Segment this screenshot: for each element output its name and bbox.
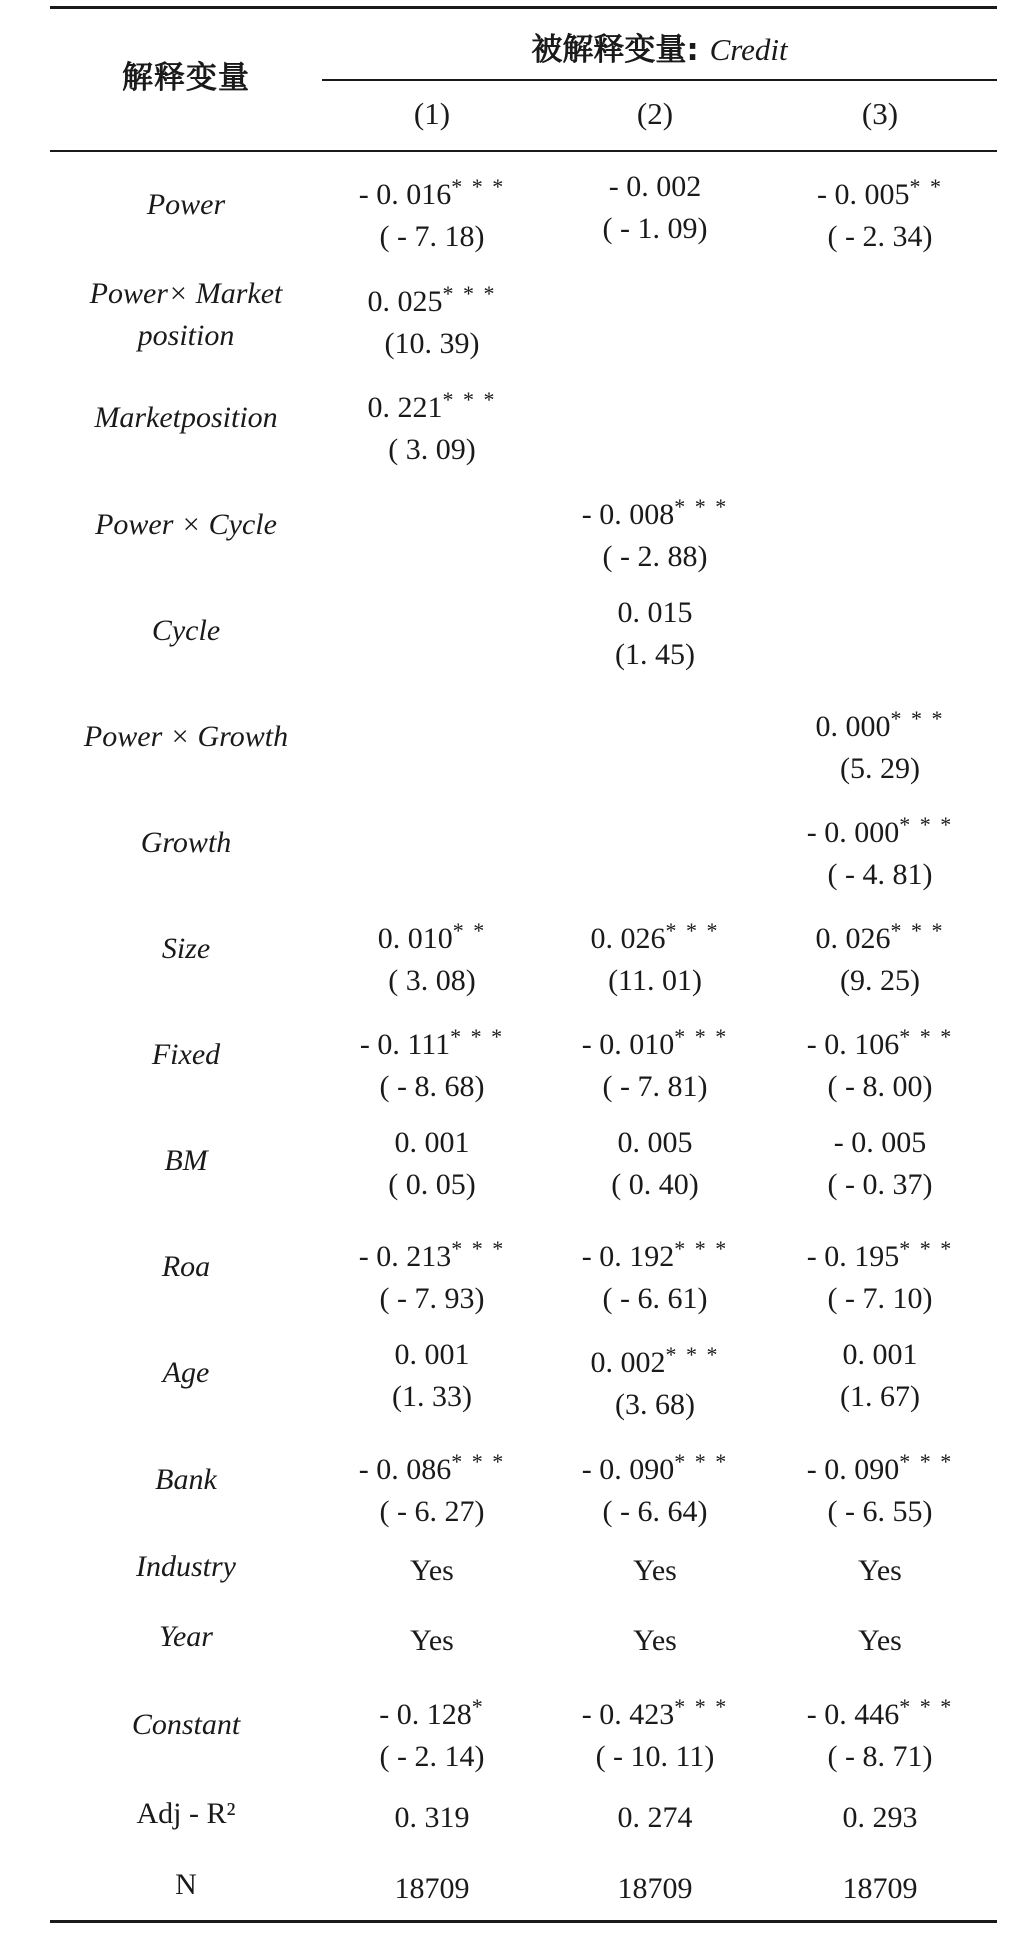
coefficient-line xyxy=(322,1441,542,1491)
coefficient: - 0. 002 xyxy=(608,170,702,203)
significance-stars: * * xyxy=(909,174,943,199)
coefficient-line xyxy=(545,910,765,960)
t-statistic: ( 0. 40) xyxy=(611,1168,699,1201)
row-label: Marketposition xyxy=(94,401,278,434)
coefficient-line xyxy=(770,910,990,960)
coefficient: - 0. 111 xyxy=(359,1028,451,1061)
coefficient: Yes xyxy=(633,1624,677,1657)
table-cell xyxy=(322,1016,542,1108)
t-statistic: (1. 45) xyxy=(615,638,695,671)
coefficient-line xyxy=(545,592,765,634)
coefficient: - 0. 008 xyxy=(581,498,675,531)
row-label: Adj - R² xyxy=(136,1797,236,1830)
table-cell xyxy=(545,1334,765,1426)
coefficient-line xyxy=(770,1122,990,1164)
coefficient-line xyxy=(545,1016,765,1066)
row-label: Growth xyxy=(140,826,232,859)
table-cell xyxy=(545,486,765,578)
coefficient-line xyxy=(770,1620,990,1662)
coefficient-line xyxy=(545,1620,765,1662)
significance-stars: * * * xyxy=(665,1342,720,1367)
coefficient: 0. 026 xyxy=(590,922,666,955)
table-cell xyxy=(545,1620,765,1662)
significance-stars: * * * xyxy=(674,1024,729,1049)
significance-stars: * xyxy=(471,1694,485,1719)
table-cell xyxy=(770,1868,990,1910)
significance-stars: * * * xyxy=(451,1236,506,1261)
coefficient-line xyxy=(545,1686,765,1736)
row-label: Industry xyxy=(136,1550,236,1583)
table-cell xyxy=(770,1550,990,1592)
table-cell xyxy=(545,592,765,676)
row-label: N xyxy=(175,1868,197,1901)
coefficient: Yes xyxy=(858,1554,902,1587)
row-label: Roa xyxy=(161,1250,211,1283)
significance-stars: * * * xyxy=(665,918,720,943)
coefficient: 0. 000 xyxy=(815,710,891,743)
coefficient-line xyxy=(545,1797,765,1839)
t-statistic: ( - 7. 18) xyxy=(379,220,485,253)
coefficient-line xyxy=(545,1228,765,1278)
row-label: Power× Market position xyxy=(89,277,283,352)
coefficient-line xyxy=(770,166,990,216)
table-bottom-rule xyxy=(50,1920,997,1923)
row-label: Power × Growth xyxy=(83,720,289,753)
coefficient: 0. 319 xyxy=(394,1801,470,1834)
coefficient: - 0. 005 xyxy=(817,178,910,211)
t-statistic: (10. 39) xyxy=(384,327,480,360)
significance-stars: * * * xyxy=(451,174,506,199)
coefficient-line xyxy=(770,1016,990,1066)
coefficient: 0. 293 xyxy=(842,1801,918,1834)
significance-stars: * * * xyxy=(674,494,729,519)
coefficient-line xyxy=(770,1797,990,1839)
significance-stars: * * * xyxy=(890,706,945,731)
table-cell xyxy=(545,1550,765,1592)
t-statistic: ( 0. 05) xyxy=(388,1168,476,1201)
significance-stars: * * * xyxy=(674,1449,729,1474)
coefficient: - 0. 000 xyxy=(806,816,900,849)
coefficient: - 0. 423 xyxy=(581,1698,675,1731)
table-cell xyxy=(770,804,990,896)
coefficient-line xyxy=(322,379,542,429)
table-cell xyxy=(770,1620,990,1662)
table-cell xyxy=(322,1686,542,1778)
table-cell xyxy=(545,1797,765,1839)
row-label: Constant xyxy=(131,1708,241,1741)
coefficient-line xyxy=(770,1441,990,1491)
table-cell xyxy=(322,166,542,258)
table-cell xyxy=(322,1620,542,1662)
dependent-name: Credit xyxy=(709,32,788,67)
t-statistic: ( - 10. 11) xyxy=(595,1740,715,1773)
column-header-3: (3) xyxy=(861,96,899,131)
coefficient-line xyxy=(322,1686,542,1736)
table-cell xyxy=(545,166,765,250)
significance-stars: * * * xyxy=(674,1694,729,1719)
coefficient: - 0. 195 xyxy=(806,1240,900,1273)
coefficient: 0. 015 xyxy=(617,596,693,629)
coefficient-line xyxy=(770,1686,990,1736)
coefficient-line xyxy=(322,1016,542,1066)
coefficient-line xyxy=(545,1441,765,1491)
coefficient-line xyxy=(322,910,542,960)
significance-stars: * * * xyxy=(899,812,954,837)
table-cell xyxy=(322,1334,542,1418)
significance-stars: * * * xyxy=(450,1024,505,1049)
significance-stars: * * * xyxy=(899,1694,954,1719)
t-statistic: (9. 25) xyxy=(840,964,920,997)
coefficient-line xyxy=(545,166,765,208)
table-cell xyxy=(545,1228,765,1320)
coefficient: - 0. 005 xyxy=(833,1126,927,1159)
coefficient: 18709 xyxy=(394,1872,470,1905)
coefficient: 0. 026 xyxy=(815,922,891,955)
coefficient: 18709 xyxy=(617,1872,693,1905)
coefficient-line xyxy=(322,1868,542,1910)
t-statistic: ( - 7. 10) xyxy=(827,1282,933,1315)
coefficient-line xyxy=(770,1334,990,1376)
coefficient: 0. 001 xyxy=(842,1338,918,1371)
header-dependent-variable xyxy=(322,24,997,69)
significance-stars: * * * xyxy=(890,918,945,943)
table-cell xyxy=(545,910,765,1002)
coefficient: - 0. 090 xyxy=(581,1453,675,1486)
coefficient: 0. 274 xyxy=(617,1801,693,1834)
coefficient-line xyxy=(770,1228,990,1278)
coefficient-line xyxy=(322,1334,542,1376)
significance-stars: * * * xyxy=(674,1236,729,1261)
coefficient: - 0. 106 xyxy=(806,1028,900,1061)
coefficient: 0. 001 xyxy=(394,1126,470,1159)
row-label: Size xyxy=(161,932,211,965)
significance-stars: * * * xyxy=(899,1236,954,1261)
t-statistic: ( - 6. 55) xyxy=(827,1495,933,1528)
table-cell xyxy=(322,1797,542,1839)
row-label: Year xyxy=(159,1620,213,1653)
coefficient: 0. 221 xyxy=(367,391,443,424)
table-cell xyxy=(770,1686,990,1778)
coefficient: 0. 002 xyxy=(590,1346,666,1379)
coefficient-line xyxy=(545,1550,765,1592)
coefficient: 0. 010 xyxy=(377,922,453,955)
t-statistic: ( - 2. 34) xyxy=(827,220,933,253)
t-statistic: ( - 6. 64) xyxy=(602,1495,708,1528)
t-statistic: ( - 8. 71) xyxy=(827,1740,933,1773)
table-cell xyxy=(770,698,990,790)
table-cell xyxy=(322,1550,542,1592)
t-statistic: (5. 29) xyxy=(840,752,920,785)
coefficient-line xyxy=(545,1122,765,1164)
header-bottom-rule xyxy=(50,150,997,152)
table-cell xyxy=(770,166,990,258)
table-cell xyxy=(770,1016,990,1108)
table-cell xyxy=(770,1334,990,1418)
table-cell xyxy=(770,1441,990,1533)
coefficient-line xyxy=(322,1228,542,1278)
t-statistic: ( - 0. 37) xyxy=(827,1168,933,1201)
column-header-1: (1) xyxy=(413,96,451,131)
t-statistic: (1. 67) xyxy=(840,1380,920,1413)
table-cell xyxy=(322,273,542,365)
t-statistic: (3. 68) xyxy=(615,1388,695,1421)
column-header-2: (2) xyxy=(636,96,674,131)
coefficient-line xyxy=(770,1868,990,1910)
t-statistic: ( - 7. 93) xyxy=(379,1282,485,1315)
coefficient-line xyxy=(322,1122,542,1164)
table-cell xyxy=(322,1868,542,1910)
table-cell xyxy=(770,910,990,1002)
table-cell xyxy=(545,1016,765,1108)
header-variable-label: 解释变量 xyxy=(122,60,250,96)
significance-stars: * * * xyxy=(899,1024,954,1049)
t-statistic: ( - 1. 09) xyxy=(602,212,708,245)
t-statistic: ( - 6. 61) xyxy=(602,1282,708,1315)
coefficient: Yes xyxy=(633,1554,677,1587)
coefficient: - 0. 213 xyxy=(358,1240,452,1273)
coefficient-line xyxy=(545,1334,765,1384)
coefficient: 18709 xyxy=(842,1872,918,1905)
coefficient-line xyxy=(545,486,765,536)
coefficient: Yes xyxy=(410,1624,454,1657)
table-cell xyxy=(770,1228,990,1320)
t-statistic: ( - 8. 68) xyxy=(379,1070,485,1103)
coefficient: - 0. 086 xyxy=(358,1453,452,1486)
table-cell xyxy=(322,379,542,471)
t-statistic: (1. 33) xyxy=(392,1380,472,1413)
table-cell xyxy=(322,1122,542,1206)
row-label: Power × Cycle xyxy=(95,508,277,541)
t-statistic: (11. 01) xyxy=(608,964,702,997)
coefficient-line xyxy=(322,1550,542,1592)
coefficient: - 0. 016 xyxy=(358,178,452,211)
coefficient: 0. 001 xyxy=(394,1338,470,1371)
row-label: Fixed xyxy=(151,1038,221,1071)
coefficient-line xyxy=(322,273,542,323)
t-statistic: ( - 4. 81) xyxy=(827,858,933,891)
table-cell xyxy=(322,1441,542,1533)
t-statistic: ( - 8. 00) xyxy=(827,1070,933,1103)
row-label: Power xyxy=(146,188,226,221)
coefficient-line xyxy=(770,1550,990,1592)
coefficient: - 0. 010 xyxy=(581,1028,675,1061)
row-label: BM xyxy=(164,1144,208,1177)
header-sub-rule xyxy=(322,79,997,81)
coefficient: - 0. 446 xyxy=(806,1698,900,1731)
significance-stars: * * * xyxy=(899,1449,954,1474)
row-label: Bank xyxy=(155,1463,217,1496)
table-cell xyxy=(322,910,542,1002)
significance-stars: * * * xyxy=(442,387,497,412)
coefficient: - 0. 128 xyxy=(379,1698,472,1731)
t-statistic: ( 3. 08) xyxy=(388,964,476,997)
t-statistic: ( - 6. 27) xyxy=(379,1495,485,1528)
coefficient-line xyxy=(322,166,542,216)
row-label: Cycle xyxy=(151,614,221,647)
t-statistic: ( - 7. 81) xyxy=(602,1070,708,1103)
table-top-rule xyxy=(50,6,997,9)
coefficient: 0. 005 xyxy=(617,1126,693,1159)
coefficient: 0. 025 xyxy=(367,285,443,318)
coefficient-line xyxy=(545,1868,765,1910)
coefficient: Yes xyxy=(858,1624,902,1657)
coefficient: - 0. 090 xyxy=(806,1453,900,1486)
coefficient: - 0. 192 xyxy=(581,1240,675,1273)
t-statistic: ( - 2. 14) xyxy=(379,1740,485,1773)
t-statistic: ( 3. 09) xyxy=(388,433,476,466)
coefficient: Yes xyxy=(410,1554,454,1587)
dependent-prefix: 被解释变量: xyxy=(531,32,710,68)
table-cell xyxy=(545,1122,765,1206)
significance-stars: * * xyxy=(452,918,487,943)
coefficient-line xyxy=(770,804,990,854)
t-statistic: ( - 2. 88) xyxy=(602,540,708,573)
table-cell xyxy=(322,1228,542,1320)
significance-stars: * * * xyxy=(451,1449,506,1474)
coefficient-line xyxy=(322,1620,542,1662)
table-cell xyxy=(545,1686,765,1778)
row-label: Age xyxy=(162,1356,210,1389)
table-cell xyxy=(545,1441,765,1533)
significance-stars: * * * xyxy=(442,281,497,306)
coefficient-line xyxy=(770,698,990,748)
coefficient-line xyxy=(322,1797,542,1839)
table-cell xyxy=(545,1868,765,1910)
table-cell xyxy=(770,1122,990,1206)
table-cell xyxy=(770,1797,990,1839)
